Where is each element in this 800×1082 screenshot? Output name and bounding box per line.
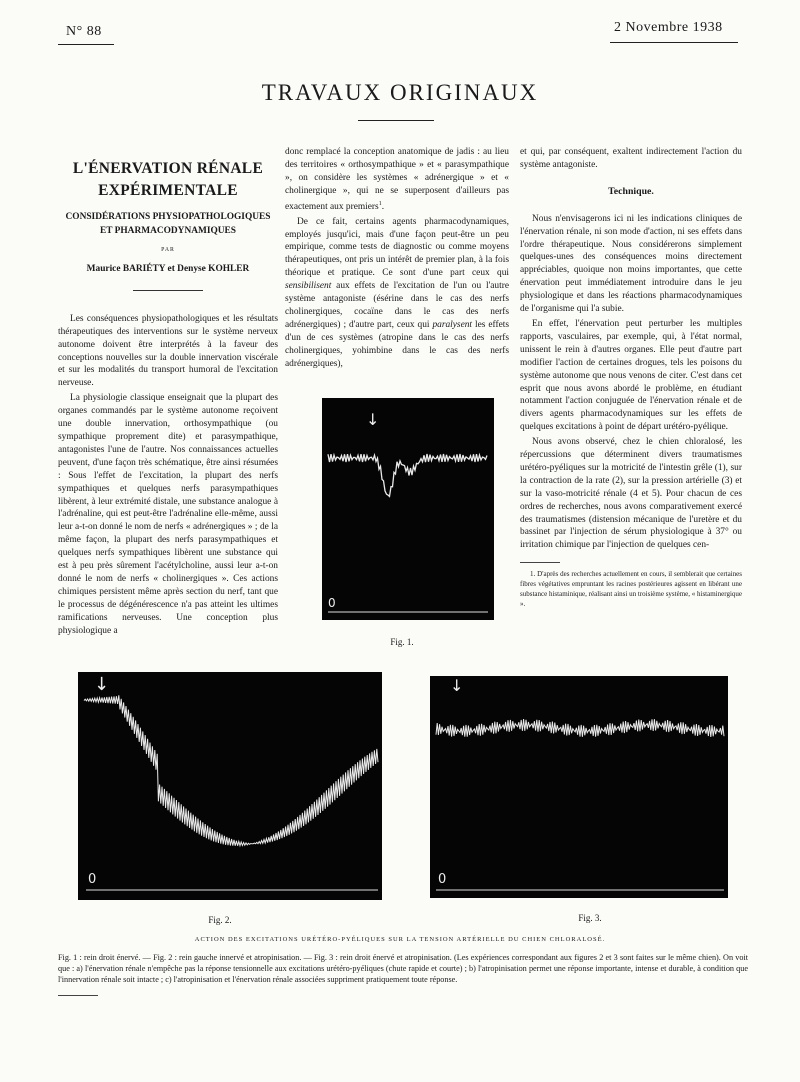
col2-paragraph-1 xyxy=(285,146,509,214)
figure-2-trace xyxy=(78,672,382,900)
section-title: TRAVAUX ORIGINAUX xyxy=(261,80,539,105)
column-3 xyxy=(520,146,742,609)
footnote: 1. D'après des recherches actuellement en cours, il semblerait que certaines fibres végétatives empruntant les racines postérieures agissent en libérant une substance histaminique, réalisant ainsi un troisième système, « histaminergique ». xyxy=(520,570,742,609)
figure-1-trace xyxy=(322,398,494,620)
col2-p1-end: . xyxy=(381,201,385,212)
col3-paragraph-1: et qui, par conséquent, exaltent indirectement l'action du système antagoniste. xyxy=(520,147,742,170)
zero-marker: 0 xyxy=(88,872,97,887)
figure-1-label: Fig. 1. xyxy=(390,637,414,647)
footnote-rule xyxy=(520,562,560,563)
zero-marker: 0 xyxy=(438,872,447,887)
article-title xyxy=(58,158,278,202)
col3-paragraph-4: Nous avons observé, chez le chien chloralosé, les répercussions que déterminent divers traumatismes urétéro-pyéliques sur la motricité de l'intestin grêle (1), sur la contraction de la rate (2), sur la pression artérielle (3) et sur la vaso-motricité rénale (4 et 5). Pour chacun de ces ordres de recherches, nous avons comparativement exercé des traumatismes (distension mécanique de l'uretère et du bassinet par l'injection de sérum physiologique à 37° ou irritation chimique par l'injection de quelques cen- xyxy=(520,437,742,551)
col2-p1-text: donc remplacé la conception anatomique de jadis : au lieu des territoires « orthosympathique » et « parasympathique », on considère les systèmes « adrénergique » et « cholinergique », qui ne se superposent d'ailleurs pas exactement aux premiers xyxy=(285,147,509,212)
header-rule-right xyxy=(610,42,738,43)
col2-p2-text-a: De ce fait, certains agents pharmacodynamiques, employés jusqu'ici, mais d'une façon peut-être un peu empirique, comme tests de diagnostic ou comme moyens thérapeutiques, ont pris un intérêt de premier plan, à la fois théorique et pratique. Ce sont d'une part ceux qui xyxy=(285,216,509,279)
column-2 xyxy=(285,146,509,371)
column-1 xyxy=(58,158,278,637)
section-title-rule xyxy=(358,120,434,121)
stimulus-arrow-icon: ↓ xyxy=(366,410,380,429)
col2-p2-emphasis-1: sensibilisent xyxy=(285,281,332,292)
col2-p2-text-b: aux effets de l'excitation de l'un ou l'autre système antagoniste (ésérine dans le cas des nerfs cholinergiques, cocaïne dans le cas des nerfs adrénergiques) ; d'autre part, ceux qui xyxy=(285,281,509,330)
figure-2-label: Fig. 2. xyxy=(208,915,232,925)
col2-paragraph-2 xyxy=(285,216,509,371)
zero-marker: 0 xyxy=(328,596,336,610)
issue-date: 2 Novembre 1938 xyxy=(614,20,723,35)
col3-paragraph-2: Nous n'envisagerons ici ni les indications cliniques de l'énervation rénale, ni son mode d'action, ni ses effets dans l'ordre thérapeutique. Nous considérerons simplement quelques-unes des conséquences moins directement appréciables, quoique non moins importantes, que cette énervation peut immédiatement introduire dans le jeu physiologique et dans les réactions pharmacodynamiques de l'organisme qui l'a subie. xyxy=(520,213,742,315)
article-authors: Maurice BARIÉTY et Denyse KOHLER xyxy=(86,263,250,274)
col2-p2-emphasis-2: paralysent xyxy=(432,319,473,330)
figure-2-image xyxy=(78,672,382,900)
legend-rule xyxy=(58,995,98,996)
article-subtitle-line-2: ET PHARMACODYNAMIQUES xyxy=(99,226,237,236)
article-by: PAR xyxy=(161,247,175,253)
figures-legend: Fig. 1 : rein droit énervé. — Fig. 2 : rein gauche innervé et atropinisation. — Fig. 3 : rein droit énervé et atropinisation. (Les expériences correspondant aux figures 2 et 3 sont faites sur le même chien). On voit que : a) l'énervation rénale n'empêche pas la réponse tensionnelle aux excitations urétéro-pyéliques (chute rapide et courte) ; b) l'atropinisation permet une réponse importante, intense et durable, à condition que l'innervation rénale soit intacte ; c) l'atropinisation et l'énervation rénale associées suppriment pratiquement toute réponse. xyxy=(58,953,748,984)
col1-paragraph-2: La physiologie classique enseignait que la plupart des organes commandés par le système autonome reçoivent une double innervation, orthosympathique (ou sympathique proprement dite) et parasympathique, antagonistes l'une de l'autre. Nos connaissances actuelles peuvent, d'une façon très schématique, être ainsi résumées : Sous l'effet de l'excitation, la plupart des nerfs sympathiques et quelques nerfs parasympathiques libèrent, à leur extrémité distale, une substance analogue à l'adrénaline, qui est peut-être l'adrénaline elle-même, aussi leur a-t-on donné le nom de nerfs « adrénergiques » ; de la même façon, la plupart des nerfs parasympathiques et quelques nerfs sympathiques libèrent une substance qui est à peu près sûrement l'acétylcholine, aussi leur a-t-on donné le nom de nerfs « cholinergiques ». Ces actions chimiques persistent même après section du nerf, tant que le processus de dégénérescence n'a pas atteint les ultimes ramifications nerveuses. Une conception plus physiologique a xyxy=(58,393,278,636)
figures-main-caption: ACTION DES EXCITATIONS URÉTÉRO-PYÉLIQUES SUR LA TENSION ARTÉRIELLE DU CHIEN CHLORALOSÉ. xyxy=(194,936,606,943)
col2-p2-text-c: les effets d'un de ces systèmes (atropine dans le cas des nerfs cholinergiques, yohimbine dans le cas des nerfs adrénergiques), xyxy=(285,319,509,369)
figure-1-image xyxy=(322,398,494,620)
figure-3-trace xyxy=(430,676,728,898)
col3-paragraph-3: En effet, l'énervation peut perturber les multiples rapports, vasculaires, par exemple, qui, à l'état normal, unissent le rein à d'autres organes. Elle peut d'autre part modifier l'action de certaines drogues, tels les poisons du système autonome que nous venons de citer. C'est dans cet esprit que nous avons abordé le problème, en étudiant notamment l'action conjuguée de l'énervation rénale et de divers agents pharmacodynamiques sur les effets de quelques excitations à point de départ urétéro-pyélique. xyxy=(520,318,742,433)
footnote-ref: 1 xyxy=(378,200,382,207)
article-subtitle-line-1: CONSIDÉRATIONS PHYSIOPATHOLOGIQUES xyxy=(65,212,271,222)
title-separator xyxy=(133,290,203,291)
col1-paragraph-1: Les conséquences physiopathologiques et les résultats thérapeutiques des interventions sur le système nerveux autonome doivent être interprétés à la faveur des conceptions nouvelles sur la double innervation viscérale et sur les modalités du transport humoral de l'excitation nerveuse. xyxy=(58,313,278,389)
figure-3-image xyxy=(430,676,728,898)
article-title-line-2: EXPÉRIMENTALE xyxy=(98,182,238,199)
stimulus-arrow-icon: ↓ xyxy=(450,676,464,695)
header-rule-left xyxy=(58,44,114,45)
technique-heading: Technique. xyxy=(608,185,654,197)
article-subtitle xyxy=(58,210,278,238)
article-title-line-1: L'ÉNERVATION RÉNALE xyxy=(72,160,264,177)
issue-number: N° 88 xyxy=(66,24,102,39)
stimulus-arrow-icon: ↓ xyxy=(94,674,110,695)
figure-3-label: Fig. 3. xyxy=(578,913,602,923)
